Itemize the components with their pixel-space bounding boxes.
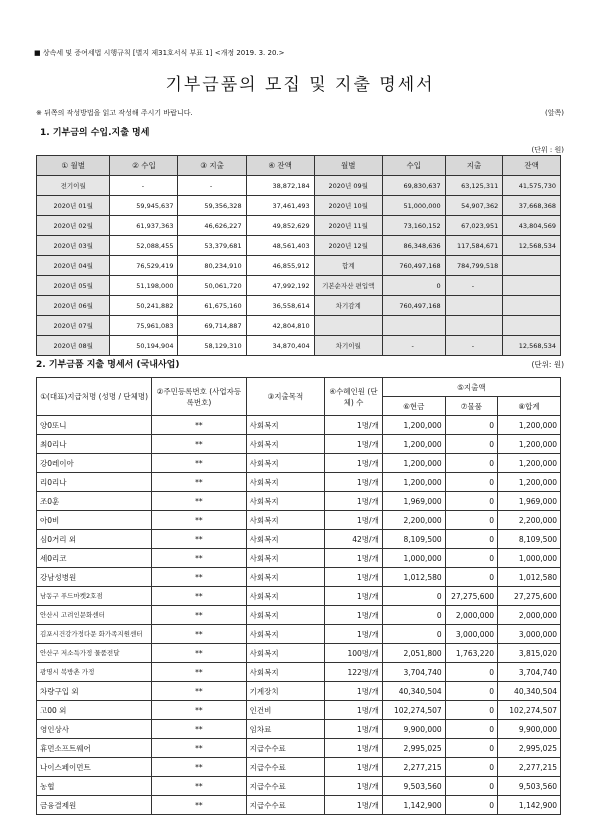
expenditure-cell: 40,340,504 [498, 682, 561, 701]
expenditure-cell: 아0비 [37, 511, 152, 530]
expenditure-cell: 차량구입 외 [37, 682, 152, 701]
expenditure-cell: 9,503,560 [382, 777, 445, 796]
expenditure-cell: 2,995,025 [382, 739, 445, 758]
expenditure-cell: 2,051,800 [382, 644, 445, 663]
expenditure-cell: 사회복지 [246, 492, 325, 511]
expenditure-cell: ** [152, 454, 246, 473]
expenditure-cell: 안산시 고려인문화센터 [37, 606, 152, 625]
expenditure-cell: 0 [445, 663, 497, 682]
expenditure-cell: 안산구 저소득가정 물품전달 [37, 644, 152, 663]
header-expense-2: 지출 [445, 156, 503, 176]
expenditure-cell: 금융결제원 [37, 796, 152, 815]
header-balance-2: 잔액 [503, 156, 561, 176]
income-expense-cell: 50,194,904 [110, 336, 178, 356]
section1-unit: (단위 : 원) [531, 146, 564, 154]
expenditure-cell: 지급수수료 [246, 739, 325, 758]
expenditure-cell: 0 [445, 416, 497, 435]
expenditure-cell: 0 [445, 758, 497, 777]
expenditure-cell: 고00 외 [37, 701, 152, 720]
expenditure-cell: 1명/개 [325, 511, 383, 530]
income-expense-cell [314, 316, 382, 336]
income-expense-cell: 53,379,681 [178, 236, 246, 256]
expenditure-cell: 1,200,000 [382, 454, 445, 473]
income-expense-cell: - [110, 176, 178, 196]
expenditure-cell: ** [152, 473, 246, 492]
header-payee: ①(대표)지급처명 (성명 / 단체명) [37, 378, 152, 416]
expenditure-cell: 1,200,000 [498, 473, 561, 492]
income-expense-cell: 117,584,671 [445, 236, 503, 256]
expenditure-cell: 1,200,000 [382, 435, 445, 454]
income-expense-cell: 69,830,637 [382, 176, 445, 196]
expenditure-row [37, 739, 561, 758]
expenditure-cell: 1명/개 [325, 492, 383, 511]
expenditure-cell: 강0레이아 [37, 454, 152, 473]
expenditure-cell: 1,012,580 [498, 568, 561, 587]
expenditure-cell: 3,704,740 [498, 663, 561, 682]
income-expense-cell: 59,945,637 [110, 196, 178, 216]
header-balance: ④ 잔액 [246, 156, 314, 176]
expenditure-cell: 8,109,500 [382, 530, 445, 549]
expenditure-cell: 1,000,000 [382, 549, 445, 568]
expenditure-cell: 1명/개 [325, 758, 383, 777]
expenditure-cell: 사회복지 [246, 473, 325, 492]
income-expense-cell: 12,568,534 [503, 236, 561, 256]
income-expense-cell: 41,575,730 [503, 176, 561, 196]
expenditure-row [37, 511, 561, 530]
expenditure-row [37, 492, 561, 511]
expenditure-cell: 사회복지 [246, 416, 325, 435]
expenditure-cell: 임차료 [246, 720, 325, 739]
expenditure-cell: 휴먼소프트웨어 [37, 739, 152, 758]
page-side-label: (앞쪽) [545, 109, 564, 117]
income-expense-cell: - [445, 276, 503, 296]
income-expense-cell: 2020년 08월 [37, 336, 110, 356]
expenditure-cell: 27,275,600 [445, 587, 497, 606]
expenditure-cell: ** [152, 530, 246, 549]
income-expense-row [37, 276, 561, 296]
expenditure-cell: 8,109,500 [498, 530, 561, 549]
expenditure-cell: 사회복지 [246, 587, 325, 606]
expenditure-cell: 1,000,000 [498, 549, 561, 568]
expenditure-cell: 3,704,740 [382, 663, 445, 682]
expenditure-cell: 0 [445, 454, 497, 473]
expenditure-cell: 0 [445, 682, 497, 701]
expenditure-cell: 1,200,000 [498, 416, 561, 435]
income-expense-cell: 2020년 10월 [314, 196, 382, 216]
expenditure-row [37, 549, 561, 568]
expenditure-cell: ** [152, 739, 246, 758]
income-expense-cell: 차기이월 [314, 336, 382, 356]
income-expense-row [37, 316, 561, 336]
expenditure-cell: 양0또니 [37, 416, 152, 435]
expenditure-header-row [37, 378, 561, 397]
income-expense-cell: 2020년 07월 [37, 316, 110, 336]
header-month-2: 월별 [314, 156, 382, 176]
header-income-2: 수입 [382, 156, 445, 176]
income-expense-cell: 34,870,404 [246, 336, 314, 356]
expenditure-row [37, 473, 561, 492]
expenditure-cell: 9,900,000 [498, 720, 561, 739]
income-expense-row [37, 176, 561, 196]
expenditure-cell: 인건비 [246, 701, 325, 720]
expenditure-cell: ** [152, 682, 246, 701]
expenditure-cell: 102,274,507 [498, 701, 561, 720]
income-expense-cell [445, 316, 503, 336]
income-expense-row [37, 216, 561, 236]
expenditure-cell: 0 [445, 549, 497, 568]
expenditure-cell: 0 [445, 796, 497, 815]
income-expense-table [36, 155, 561, 356]
income-expense-cell: 기본순자산 편입액 [314, 276, 382, 296]
expenditure-cell: ** [152, 435, 246, 454]
income-expense-row [37, 296, 561, 316]
income-expense-row [37, 256, 561, 276]
expenditure-row [37, 701, 561, 720]
income-expense-cell: 37,668,368 [503, 196, 561, 216]
expenditure-cell: 1명/개 [325, 549, 383, 568]
expenditure-cell: 1,969,000 [382, 492, 445, 511]
expenditure-cell: 122명/개 [325, 663, 383, 682]
expenditure-cell: 1명/개 [325, 454, 383, 473]
expenditure-cell: 1명/개 [325, 739, 383, 758]
header-registration-number: ②주민등록번호 (사업자등록번호) [152, 378, 246, 416]
expenditure-cell: ** [152, 492, 246, 511]
expenditure-cell: 2,000,000 [445, 606, 497, 625]
income-expense-cell: 59,356,328 [178, 196, 246, 216]
income-expense-cell: 51,198,000 [110, 276, 178, 296]
income-expense-cell: 42,804,810 [246, 316, 314, 336]
expenditure-row [37, 454, 561, 473]
expenditure-cell: ** [152, 701, 246, 720]
expenditure-cell: 리0리나 [37, 473, 152, 492]
income-expense-cell: 50,061,720 [178, 276, 246, 296]
expenditure-cell: 2,000,000 [498, 606, 561, 625]
expenditure-cell: ** [152, 720, 246, 739]
expenditure-cell: 사회복지 [246, 644, 325, 663]
expenditure-cell: ** [152, 644, 246, 663]
expenditure-cell: 102,274,507 [382, 701, 445, 720]
expenditure-cell: ** [152, 663, 246, 682]
header-goods: ⑦물품 [445, 397, 497, 416]
expenditure-cell: ** [152, 606, 246, 625]
expenditure-cell: ** [152, 625, 246, 644]
expenditure-cell: 2,200,000 [382, 511, 445, 530]
expenditure-cell: 0 [445, 777, 497, 796]
expenditure-cell: 0 [445, 739, 497, 758]
expenditure-cell: 42명/개 [325, 530, 383, 549]
income-expense-cell: 2020년 03월 [37, 236, 110, 256]
income-expense-cell: 46,855,912 [246, 256, 314, 276]
section2-title: 2. 기부금품 지출 명세서 (국내사업) [36, 360, 180, 370]
expenditure-cell: 0 [382, 587, 445, 606]
income-expense-cell: 784,799,518 [445, 256, 503, 276]
expenditure-cell: ** [152, 796, 246, 815]
income-expense-cell [503, 276, 561, 296]
income-expense-cell [503, 296, 561, 316]
header-income: ② 수입 [110, 156, 178, 176]
income-expense-cell: 51,000,000 [382, 196, 445, 216]
expenditure-cell: 남동구 푸드마켓2호점 [37, 587, 152, 606]
income-expense-cell: 50,241,882 [110, 296, 178, 316]
income-expense-cell: - [382, 336, 445, 356]
header-amount: ⑤지출액 [382, 378, 560, 397]
expenditure-cell: 광명시 복방촌 가정 [37, 663, 152, 682]
expenditure-cell: 지급수수료 [246, 758, 325, 777]
income-expense-cell: 75,961,083 [110, 316, 178, 336]
expenditure-cell: ** [152, 416, 246, 435]
instruction-note: ※ 뒤쪽의 작성방법을 읽고 작성해 주시기 바랍니다. [36, 109, 193, 117]
income-expense-row [37, 236, 561, 256]
income-expense-row [37, 196, 561, 216]
expenditure-cell: 9,503,560 [498, 777, 561, 796]
expenditure-cell: 강남성병원 [37, 568, 152, 587]
income-expense-cell: 합계 [314, 256, 382, 276]
income-expense-cell: 2020년 11월 [314, 216, 382, 236]
expenditure-cell: 27,275,600 [498, 587, 561, 606]
expenditure-cell: 1,200,000 [498, 454, 561, 473]
income-expense-cell: 73,160,152 [382, 216, 445, 236]
income-expense-cell: 46,626,227 [178, 216, 246, 236]
expenditure-cell: 2,995,025 [498, 739, 561, 758]
income-expense-cell: 43,804,569 [503, 216, 561, 236]
expenditure-cell: 사회복지 [246, 625, 325, 644]
expenditure-cell: 사회복지 [246, 663, 325, 682]
expenditure-cell: 0 [445, 511, 497, 530]
expenditure-cell: 3,000,000 [498, 625, 561, 644]
expenditure-cell: 3,000,000 [445, 625, 497, 644]
expenditure-cell: 1명/개 [325, 587, 383, 606]
expenditure-cell: 0 [445, 473, 497, 492]
income-expense-cell: 61,675,160 [178, 296, 246, 316]
expenditure-cell: 1명/개 [325, 473, 383, 492]
header-total: ⑧합계 [498, 397, 561, 416]
expenditure-cell: 1명/개 [325, 416, 383, 435]
income-expense-cell: 36,558,614 [246, 296, 314, 316]
expenditure-cell: 0 [382, 625, 445, 644]
expenditure-cell: 심0거리 외 [37, 530, 152, 549]
income-expense-cell: 전기이월 [37, 176, 110, 196]
expenditure-cell: 1명/개 [325, 701, 383, 720]
expenditure-cell: 기계장치 [246, 682, 325, 701]
income-expense-cell: 76,529,419 [110, 256, 178, 276]
income-expense-cell: 0 [382, 276, 445, 296]
income-expense-cell: 2020년 06월 [37, 296, 110, 316]
income-expense-cell: 12,568,534 [503, 336, 561, 356]
expenditure-cell: 세0리코 [37, 549, 152, 568]
income-expense-cell: 67,023,951 [445, 216, 503, 236]
section2-unit: (단위: 원) [531, 360, 564, 369]
expenditure-cell: 0 [445, 530, 497, 549]
income-expense-cell: 2020년 01월 [37, 196, 110, 216]
income-expense-cell: 2020년 04월 [37, 256, 110, 276]
expenditure-cell: 1명/개 [325, 720, 383, 739]
expenditure-cell: ** [152, 587, 246, 606]
income-expense-cell [382, 316, 445, 336]
income-expense-cell [503, 256, 561, 276]
expenditure-cell: 1명/개 [325, 435, 383, 454]
expenditure-cell: 사회복지 [246, 568, 325, 587]
income-expense-cell: 58,129,310 [178, 336, 246, 356]
expenditure-row [37, 530, 561, 549]
expenditure-row [37, 758, 561, 777]
income-expense-cell: 2020년 12월 [314, 236, 382, 256]
expenditure-cell: 40,340,504 [382, 682, 445, 701]
expenditure-row [37, 682, 561, 701]
expenditure-cell: 0 [445, 492, 497, 511]
income-expense-cell: 38,872,184 [246, 176, 314, 196]
expenditure-cell: 0 [445, 701, 497, 720]
expenditure-row [37, 606, 561, 625]
expenditure-cell: 1,969,000 [498, 492, 561, 511]
expenditure-cell: 9,900,000 [382, 720, 445, 739]
expenditure-row [37, 435, 561, 454]
expenditure-cell: 영인상사 [37, 720, 152, 739]
expenditure-cell: 사회복지 [246, 530, 325, 549]
income-expense-cell: 47,992,192 [246, 276, 314, 296]
income-expense-cell: 37,461,493 [246, 196, 314, 216]
expenditure-cell: 조0훈 [37, 492, 152, 511]
expenditure-cell: 1명/개 [325, 682, 383, 701]
income-expense-cell: 69,714,887 [178, 316, 246, 336]
expenditure-cell: 1,142,900 [382, 796, 445, 815]
income-expense-cell: 760,497,168 [382, 296, 445, 316]
header-beneficiaries: ④수혜인원 (단체) 수 [325, 378, 383, 416]
expenditure-cell: 사회복지 [246, 454, 325, 473]
income-expense-cell: 2020년 05월 [37, 276, 110, 296]
expenditure-row [37, 416, 561, 435]
expenditure-cell: 0 [382, 606, 445, 625]
expenditure-cell: 2,277,215 [382, 758, 445, 777]
expenditure-row [37, 720, 561, 739]
income-expense-cell: 61,937,363 [110, 216, 178, 236]
expenditure-row [37, 568, 561, 587]
header-month: ① 월별 [37, 156, 110, 176]
expenditure-cell: 1명/개 [325, 796, 383, 815]
expenditure-cell: 1명/개 [325, 606, 383, 625]
expenditure-cell: 2,277,215 [498, 758, 561, 777]
expenditure-cell: ** [152, 777, 246, 796]
expenditure-cell: ** [152, 549, 246, 568]
expenditure-cell: 지급수수료 [246, 777, 325, 796]
income-expense-cell [445, 296, 503, 316]
income-expense-cell: 차기감계 [314, 296, 382, 316]
income-expense-cell: 80,234,910 [178, 256, 246, 276]
expenditure-cell: 1명/개 [325, 777, 383, 796]
income-expense-cell: 63,125,311 [445, 176, 503, 196]
income-expense-cell: 54,907,362 [445, 196, 503, 216]
expenditure-row [37, 796, 561, 815]
income-expense-cell: 760,497,168 [382, 256, 445, 276]
expenditure-cell: 김포시건강가정다문 화가족지원센터 [37, 625, 152, 644]
income-expense-cell: 52,088,455 [110, 236, 178, 256]
expenditure-cell: 사회복지 [246, 435, 325, 454]
income-expense-cell: 86,348,636 [382, 236, 445, 256]
expenditure-cell: 1명/개 [325, 568, 383, 587]
expenditure-row [37, 777, 561, 796]
expenditure-cell: 농협 [37, 777, 152, 796]
document-title: 기부금품의 모집 및 지출 명세서 [165, 75, 435, 95]
income-expense-cell: 48,561,403 [246, 236, 314, 256]
expenditure-cell: 100명/개 [325, 644, 383, 663]
income-expense-cell: 2020년 02월 [37, 216, 110, 236]
expenditure-cell: 사회복지 [246, 511, 325, 530]
income-expense-cell: 2020년 09월 [314, 176, 382, 196]
expenditure-cell: 최0리나 [37, 435, 152, 454]
expenditure-cell: 1,200,000 [498, 435, 561, 454]
expenditure-cell: 1,200,000 [382, 416, 445, 435]
income-expense-cell: - [445, 336, 503, 356]
expenditure-cell: ** [152, 758, 246, 777]
expenditure-cell: 1명/개 [325, 625, 383, 644]
expenditure-row [37, 587, 561, 606]
income-expense-cell: 49,852,629 [246, 216, 314, 236]
expenditure-cell: 1,763,220 [445, 644, 497, 663]
expenditure-row [37, 663, 561, 682]
income-expense-row [37, 336, 561, 356]
expenditure-cell: 2,200,000 [498, 511, 561, 530]
section1-title: 1. 기부금의 수입.지출 명세 [40, 128, 150, 138]
expenditure-cell: 1,142,900 [498, 796, 561, 815]
income-expense-cell [503, 316, 561, 336]
header-purpose: ③지출목적 [246, 378, 325, 416]
income-expense-cell: - [178, 176, 246, 196]
expenditure-cell: ** [152, 511, 246, 530]
income-expense-header-row [37, 156, 561, 176]
form-reference-note: ■ 상속세 및 증여세법 시행규칙 [별지 제31호서식 부표 1] <개정 2019. 3. 20.> [34, 49, 285, 57]
expenditure-cell: 0 [445, 568, 497, 587]
expenditure-table [36, 377, 561, 815]
expenditure-cell: 사회복지 [246, 549, 325, 568]
header-cash: ⑥현금 [382, 397, 445, 416]
header-expense: ③ 지출 [178, 156, 246, 176]
expenditure-cell: ** [152, 568, 246, 587]
expenditure-cell: 지급수수료 [246, 796, 325, 815]
expenditure-cell: 0 [445, 720, 497, 739]
expenditure-cell: 3,815,020 [498, 644, 561, 663]
expenditure-cell: 0 [445, 435, 497, 454]
expenditure-row [37, 644, 561, 663]
expenditure-cell: 나이스페이먼트 [37, 758, 152, 777]
expenditure-row [37, 625, 561, 644]
expenditure-cell: 1,012,580 [382, 568, 445, 587]
expenditure-cell: 1,200,000 [382, 473, 445, 492]
expenditure-cell: 사회복지 [246, 606, 325, 625]
